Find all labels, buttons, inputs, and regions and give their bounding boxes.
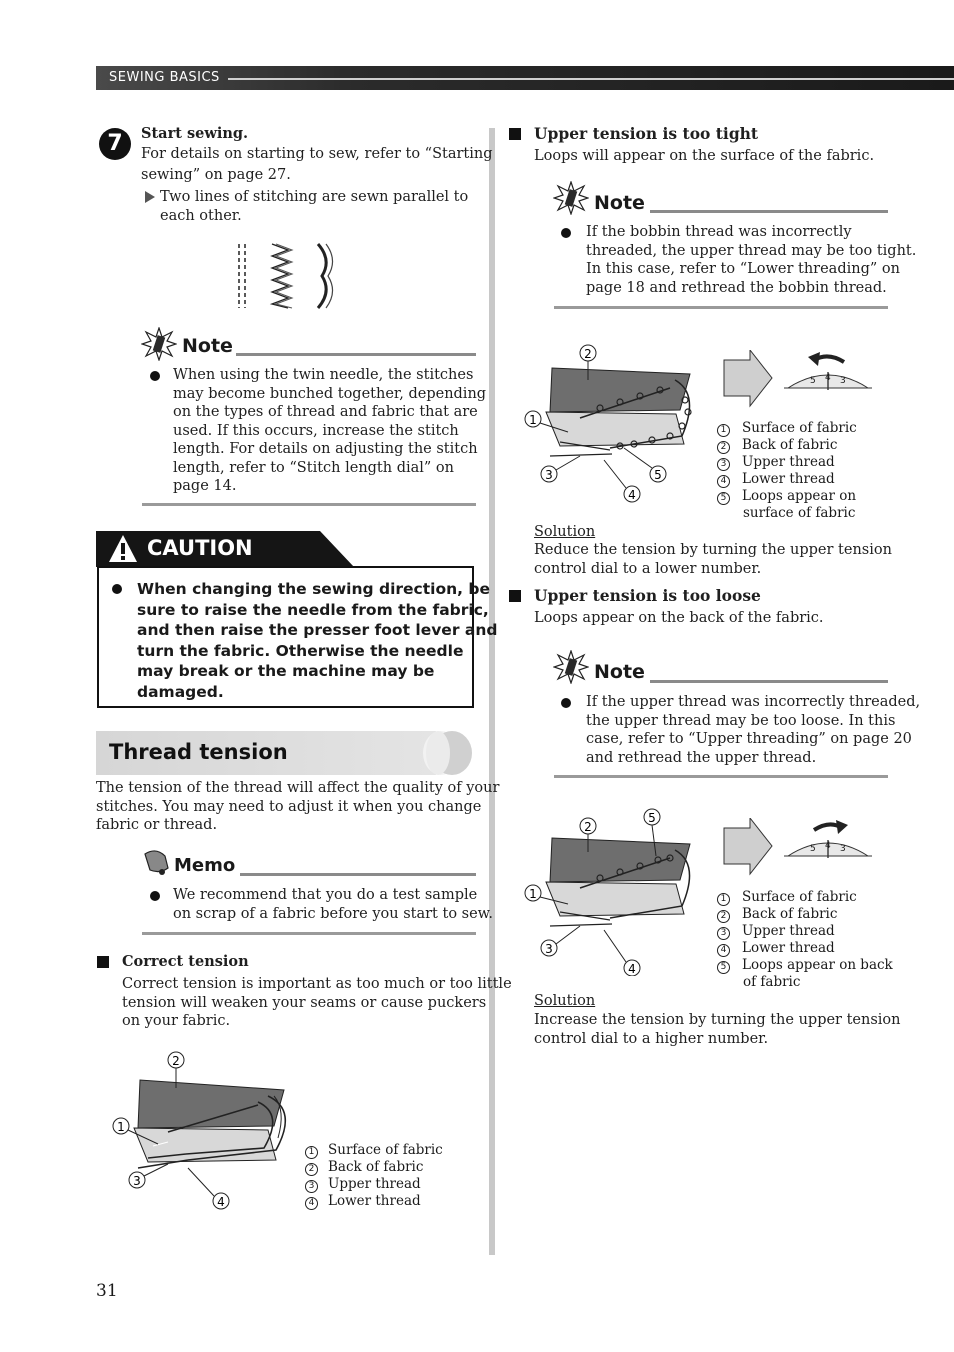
- step-text-line: For details on starting to sew, refer to “Starting: [141, 146, 493, 162]
- legend-num-circle: 1: [305, 1146, 318, 1159]
- too-tight-text: Loops will appear on the surface of the fabric.: [534, 148, 875, 164]
- too-loose-text: Loops appear on the back of the fabric.: [534, 610, 824, 626]
- dial-number: 5: [810, 844, 816, 854]
- svg-text:1: 1: [529, 887, 537, 901]
- legend-text: Lower thread: [328, 1193, 421, 1209]
- twin-needle-stitch-illustration: [232, 240, 342, 312]
- note-line-text: the upper thread may be too loose. In this: [586, 712, 896, 729]
- legend-item: [305, 1193, 443, 1210]
- legend-text: Loops appear on back: [742, 957, 893, 973]
- svg-text:1: 1: [529, 413, 537, 427]
- solution-line: Reduce the tension by turning the upper tension: [534, 542, 892, 558]
- legend-item: [717, 488, 857, 505]
- correct-tension-heading: Correct tension: [122, 953, 249, 970]
- legend-text: Upper thread: [742, 923, 835, 939]
- legend-text: Surface of fabric: [742, 889, 857, 905]
- too-tight-fabric-illustration: [520, 340, 705, 508]
- note-body: [586, 693, 920, 767]
- caution-label: CAUTION: [147, 536, 253, 560]
- legend-item: [305, 1142, 443, 1159]
- result-text-line: Two lines of stitching are sewn parallel to: [160, 189, 469, 205]
- svg-text:1: 1: [117, 1120, 125, 1134]
- caution-body: [137, 579, 497, 702]
- correct-tension-body: [122, 975, 512, 1031]
- legend-item: [717, 923, 893, 940]
- legend-num-circle: 2: [305, 1163, 318, 1176]
- too-tight-legend: [717, 420, 857, 521]
- dial-number: 5: [810, 376, 816, 386]
- note-label: Note: [594, 661, 645, 683]
- legend-text: Lower thread: [742, 940, 835, 956]
- note-line-text: If the bobbin thread was incorrectly: [586, 224, 852, 240]
- section-header: SEWING BASICS: [109, 70, 220, 85]
- caution-line: may break or the machine may be: [137, 662, 435, 680]
- caution-line: turn the fabric. Otherwise the needle: [137, 641, 464, 660]
- legend-num-circle: 4: [717, 944, 730, 957]
- too-loose-heading: Upper tension is too loose: [534, 586, 761, 605]
- dial-number: 4: [825, 841, 831, 851]
- legend-text: Upper thread: [742, 454, 835, 470]
- note-bottom-rule: [554, 306, 888, 309]
- svg-text:4: 4: [628, 488, 636, 502]
- solution-body: [534, 1011, 901, 1048]
- bullet: [112, 584, 122, 594]
- too-loose-fabric-illustration: [520, 806, 705, 976]
- caution-line: When changing the sewing direction, be: [137, 580, 491, 598]
- dial-number: 3: [840, 376, 846, 386]
- legend-item: [717, 889, 893, 906]
- memo-line: We recommend that you do a test sample: [173, 887, 478, 903]
- legend-item: [717, 420, 857, 437]
- legend-num-circle: 5: [717, 492, 730, 505]
- note-rule: [236, 353, 476, 356]
- solution-label: Solution: [534, 993, 596, 1009]
- intro-line: stitches. You may need to adjust it when you change: [96, 798, 482, 815]
- svg-text:3: 3: [545, 942, 553, 956]
- dial-number: 3: [840, 844, 846, 854]
- caution-line: and then raise the presser foot lever and: [137, 621, 498, 639]
- memo-line: on scrap of a fabric before you start to sew.: [173, 905, 493, 922]
- memo-bell-icon: [140, 846, 172, 878]
- note-line-text: page 18 and rethread the bobbin thread.: [586, 279, 887, 296]
- legend-text: Lower thread: [742, 471, 835, 487]
- note-rule: [650, 210, 888, 213]
- too-loose-legend: [717, 889, 893, 990]
- legend-text: Loops appear on: [742, 488, 857, 504]
- tension-arrow-dial-loose: [722, 818, 872, 876]
- page-number: 31: [96, 1281, 118, 1301]
- intro-line: The tension of the thread will affect the quality of your: [96, 780, 500, 796]
- legend-text: Upper thread: [328, 1176, 421, 1192]
- note-line-text: page 14.: [173, 478, 237, 494]
- note-rule: [650, 680, 888, 683]
- solution-line: control dial to a lower number.: [534, 560, 762, 577]
- square-bullet: [97, 956, 109, 968]
- correct-tension-legend: [305, 1142, 443, 1210]
- result-arrow-icon: [144, 190, 156, 204]
- legend-num-circle: 3: [717, 927, 730, 940]
- legend-item: [717, 940, 893, 957]
- note-line-text: If the upper thread was incorrectly threaded,: [586, 694, 921, 710]
- memo-label: Memo: [174, 855, 236, 876]
- note-body: [586, 223, 916, 297]
- legend-item: [717, 906, 893, 923]
- note-line-text: may become bunched together, depending: [173, 385, 487, 402]
- body-line: tension will weaken your seams or cause puckers: [122, 994, 487, 1011]
- square-bullet: [509, 128, 521, 140]
- legend-num-circle: 2: [717, 910, 730, 923]
- intro-line: fabric or thread.: [96, 817, 218, 833]
- body-line: Correct tension is important as too much or too little: [122, 976, 512, 992]
- note-line-text: threaded, the upper thread may be too tight.: [586, 242, 917, 259]
- square-bullet: [509, 590, 521, 602]
- note-line-text: In this case, refer to “Lower threading” on: [586, 261, 900, 277]
- solution-label: Solution: [534, 524, 596, 540]
- bullet: [150, 891, 160, 901]
- bullet: [561, 228, 571, 238]
- section-title: Thread tension: [109, 740, 288, 764]
- legend-text: Surface of fabric: [742, 420, 857, 436]
- legend-num-circle: 4: [717, 475, 730, 488]
- legend-num-circle: 4: [305, 1197, 318, 1210]
- legend-text: Surface of fabric: [328, 1142, 443, 1158]
- note-line-text: and rethread the upper thread.: [586, 749, 817, 766]
- legend-num-circle: 1: [717, 424, 730, 437]
- step-title: Start sewing.: [141, 125, 249, 142]
- note-line-text: length. For details on adjusting the stitch: [173, 441, 478, 457]
- svg-text:2: 2: [172, 1054, 180, 1068]
- svg-text:5: 5: [648, 811, 656, 825]
- tension-arrow-dial-tight: [722, 350, 872, 408]
- bullet: [561, 698, 571, 708]
- note-bottom-rule: [142, 503, 476, 506]
- step-number-badge: 7: [99, 128, 131, 160]
- legend-item: [717, 437, 857, 454]
- svg-text:3: 3: [133, 1174, 141, 1188]
- legend-text: Back of fabric: [328, 1159, 424, 1175]
- legend-item: [305, 1159, 443, 1176]
- legend-item: [305, 1176, 443, 1193]
- note-label: Note: [182, 335, 233, 357]
- legend-item: [717, 471, 857, 488]
- too-tight-heading: Upper tension is too tight: [534, 124, 759, 143]
- bullet: [150, 371, 160, 381]
- memo-bottom-rule: [142, 932, 476, 935]
- solution-line: control dial to a higher number.: [534, 1030, 769, 1047]
- section-intro: [96, 779, 499, 835]
- note-icon: [141, 327, 177, 361]
- legend-item: [717, 957, 893, 974]
- svg-text:5: 5: [654, 468, 662, 482]
- legend-num-circle: 5: [717, 961, 730, 974]
- note-line-text: When using the twin needle, the stitches: [173, 367, 474, 383]
- legend-num-circle: 1: [717, 893, 730, 906]
- note-line-text: used. If this occurs, increase the stitch: [173, 422, 459, 439]
- note-line-text: length, refer to “Stitch length dial” on: [173, 459, 455, 476]
- svg-text:3: 3: [545, 468, 553, 482]
- header-rule: [228, 78, 954, 80]
- note-bottom-rule: [554, 775, 888, 778]
- result-text-line: each other.: [160, 208, 242, 224]
- memo-rule: [240, 873, 476, 876]
- legend-text: Back of fabric: [742, 906, 838, 922]
- step-text-line: sewing” on page 27.: [141, 167, 291, 183]
- note-label: Note: [594, 192, 645, 214]
- correct-tension-fabric-illustration: [108, 1050, 298, 1215]
- legend-num-circle: 2: [717, 441, 730, 454]
- svg-text:4: 4: [628, 962, 636, 976]
- svg-text:2: 2: [584, 820, 592, 834]
- svg-text:4: 4: [217, 1195, 225, 1209]
- legend-item: [717, 454, 857, 471]
- note-icon: [553, 181, 589, 215]
- note-line-text: on the types of thread and fabric that are: [173, 404, 478, 420]
- svg-text:2: 2: [584, 347, 592, 361]
- solution-line: Increase the tension by turning the upper tension: [534, 1012, 901, 1028]
- dial-number: 4: [825, 373, 831, 383]
- legend-text-cont: of fabric: [743, 974, 801, 990]
- legend-text: Back of fabric: [742, 437, 838, 453]
- body-line: on your fabric.: [122, 1013, 231, 1029]
- note-line-text: case, refer to “Upper threading” on page 20: [586, 731, 912, 747]
- memo-body: [173, 886, 493, 923]
- caution-line: damaged.: [137, 682, 224, 701]
- legend-num-circle: 3: [717, 458, 730, 471]
- note-body: [173, 366, 486, 496]
- solution-body: [534, 541, 892, 578]
- legend-text-cont: surface of fabric: [743, 505, 856, 521]
- caution-line: sure to raise the needle from the fabric,: [137, 600, 489, 619]
- note-icon: [553, 650, 589, 684]
- legend-num-circle: 3: [305, 1180, 318, 1193]
- warning-icon: [108, 534, 138, 564]
